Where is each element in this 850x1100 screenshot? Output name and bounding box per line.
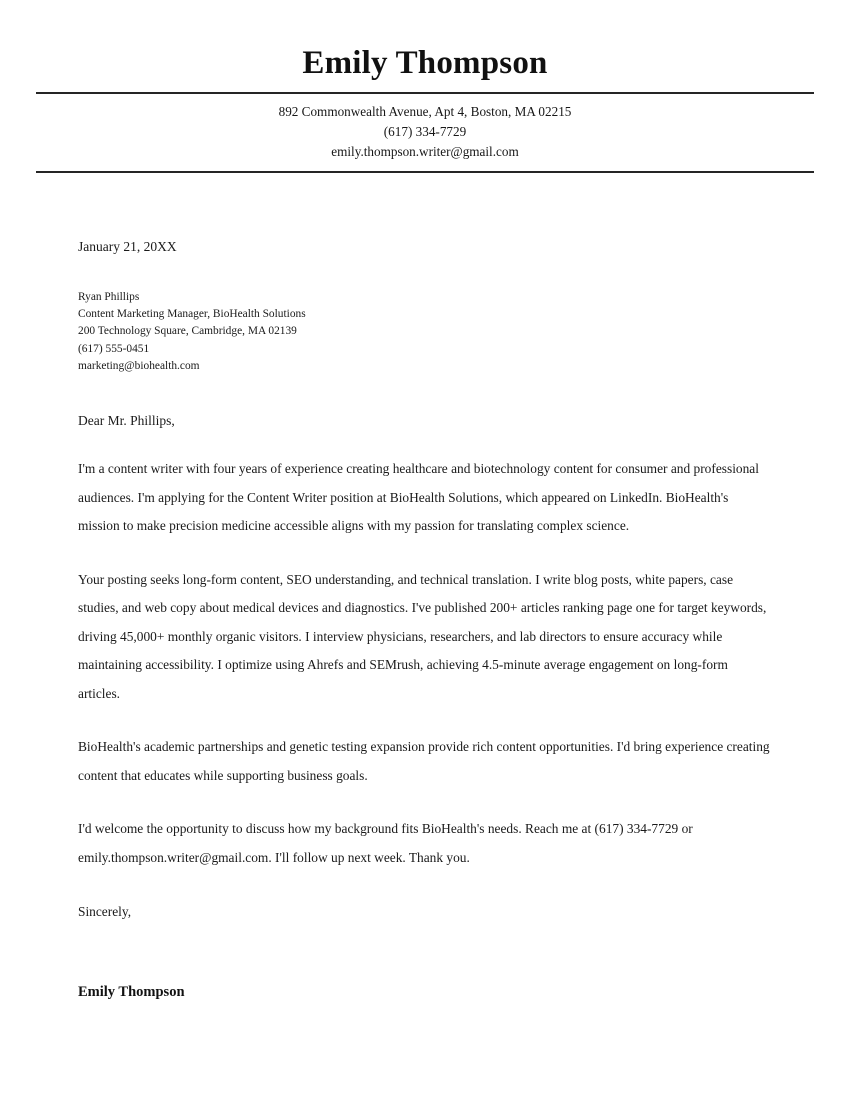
- recipient-phone: (617) 555-0451: [78, 342, 150, 355]
- recipient-address: 200 Technology Square, Cambridge, MA 02139: [78, 325, 297, 338]
- body-paragraph-3: BioHealth's academic partnerships and genetic testing expansion provide rich content opportunities. I'd bring experience creating content that educates while supporting business goals.: [78, 739, 770, 783]
- body-paragraph-1: I'm a content writer with four years of experience creating healthcare and biotechnology content for consumer and professional audiences. I'm applying for the Content Writer position at BioHealth Solutions, which appeared on LinkedIn. BioHealth's mission to make precision medicine accessible aligns with my passion for translating complex science.: [78, 461, 759, 534]
- recipient-name: Ryan Phillips: [78, 291, 140, 303]
- contact-info-block: [36, 94, 814, 171]
- salutation: Dear Mr. Phillips,: [78, 413, 175, 429]
- recipient-block: [78, 256, 772, 375]
- contact-phone: (617) 334-7729: [383, 124, 467, 139]
- page-title: Emily Thompson: [302, 45, 548, 81]
- contact-address: 892 Commonwealth Avenue, Apt 4, Boston, MA 02215: [278, 104, 572, 119]
- contact-email: emily.thompson.writer@gmail.com: [331, 144, 519, 159]
- closing-salutation: Sincerely,: [78, 904, 132, 920]
- recipient-title-company: Content Marketing Manager, BioHealth Solutions: [78, 308, 306, 321]
- body-paragraph-4: I'd welcome the opportunity to discuss how my background fits BioHealth's needs. Reach me at (617) 334-7729 or emily.thompson.writer@gmail.com. I'll follow up next week. Thank you.: [78, 821, 693, 865]
- letter-body: [0, 173, 850, 1002]
- letterhead: [0, 0, 850, 173]
- letter-date: January 21, 20XX: [78, 239, 177, 254]
- body-paragraph-2: Your posting seeks long-form content, SEO understanding, and technical translation. I write blog posts, white papers, case studies, and web copy about medical devices and diagnostics. I've published 200+ articles ranking page one for target keywords, driving 45,000+ monthly organic visitors. I interview physicians, researchers, and lab directors to ensure accuracy while maintaining accessibility. I optimize using Ahrefs and SEMrush, achieving 4.5-minute average engagement on long-form articles.: [78, 571, 767, 701]
- recipient-email: marketing@biohealth.com: [78, 359, 200, 372]
- signature-name: Emily Thompson: [78, 984, 185, 1001]
